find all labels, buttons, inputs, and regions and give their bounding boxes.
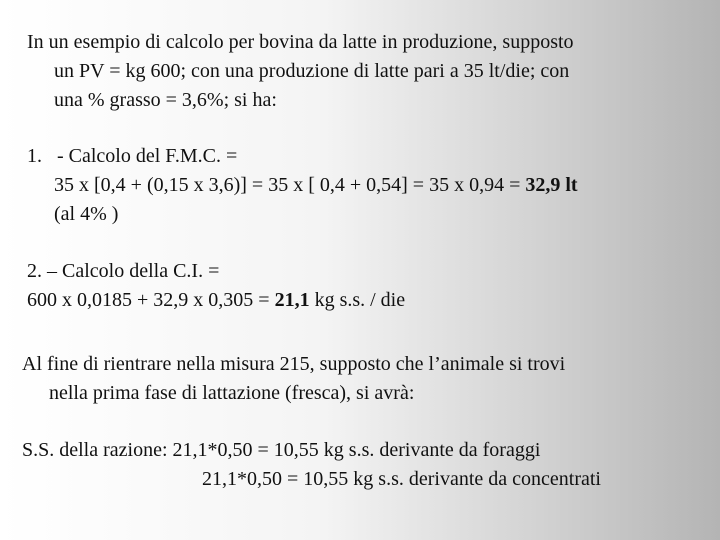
intro-line-2: un PV = kg 600; con una produzione di latte pari a 35 lt/die; con (54, 60, 570, 82)
ration-line-2: 21,1*0,50 = 10,55 kg s.s. derivante da concentrati (202, 468, 601, 490)
measure-line-1: Al fine di rientrare nella misura 215, supposto che l’animale si trovi (22, 353, 566, 375)
step-2-unit: kg s.s. / die (309, 289, 406, 311)
intro-line-1: In un esempio di calcolo per bovina da latte in produzione, supposto (27, 31, 574, 53)
step-1-number: 1. (27, 145, 42, 167)
step-1-title: - Calcolo del F.M.C. = (57, 145, 238, 167)
step-2-calc-text: 600 x 0,0185 + 32,9 x 0,305 = (27, 289, 275, 311)
step-1-note: (al 4% ) (54, 203, 119, 225)
ration-line-1: S.S. della razione: 21,1*0,50 = 10,55 kg s.s. derivante da foraggi (22, 439, 541, 461)
measure-line-2: nella prima fase di lattazione (fresca), si avrà: (49, 382, 415, 404)
step-2-title: 2. – Calcolo della C.I. = (27, 260, 220, 282)
step-2-result: 21,1 (274, 289, 310, 311)
step-1-calc-text: 35 x [0,4 + (0,15 x 3,6)] = 35 x [ 0,4 + 0,54] = 35 x 0,94 = (54, 174, 526, 196)
intro-line-3: una % grasso = 3,6%; si ha: (54, 89, 277, 111)
step-1-calculation (54, 173, 578, 197)
step-2-calculation (27, 288, 405, 312)
step-1-result: 32,9 lt (525, 174, 578, 196)
